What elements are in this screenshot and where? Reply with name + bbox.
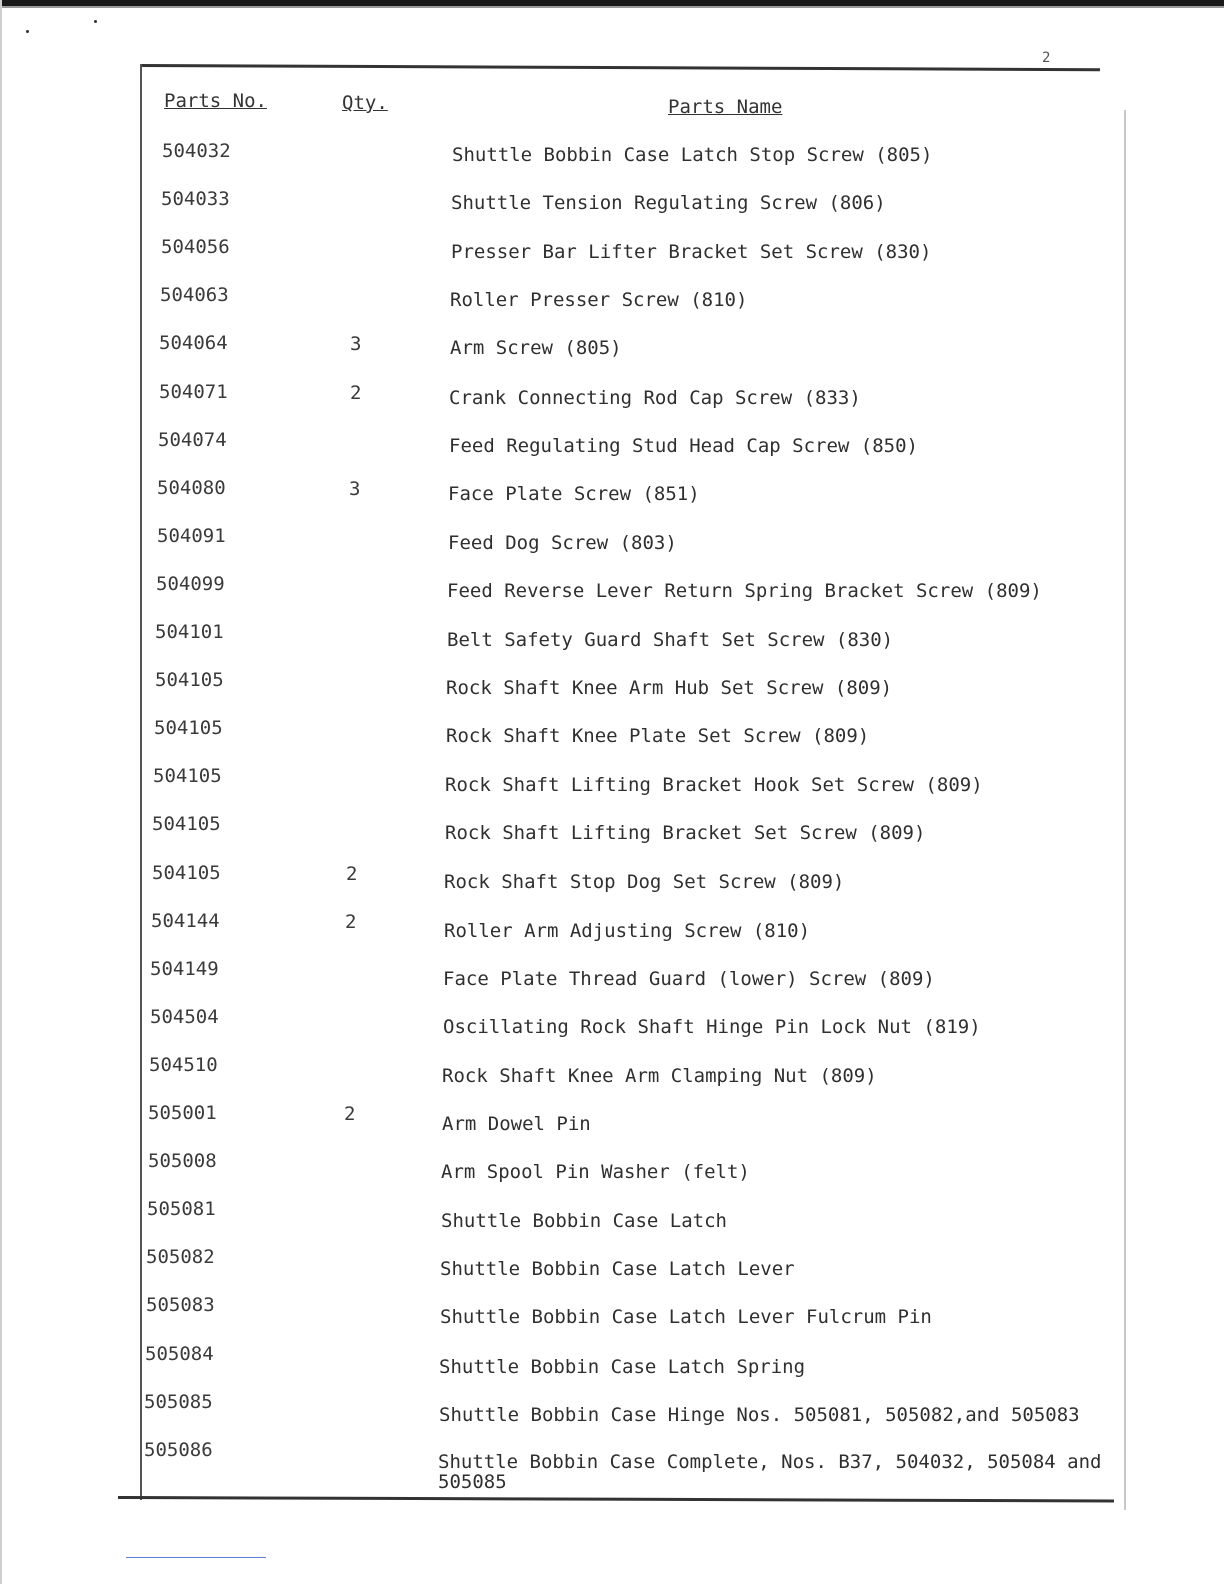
parts-no: 504149 [150, 958, 219, 980]
parts-no: 505083 [146, 1294, 215, 1316]
parts-name: Oscillating Rock Shaft Hinge Pin Lock Nut (819) [443, 1016, 981, 1038]
parts-name: Shuttle Bobbin Case Latch Lever [440, 1258, 795, 1280]
frame-bottom-border [118, 1496, 1114, 1502]
qty: 2 [346, 863, 358, 885]
qty: 2 [344, 1103, 356, 1125]
table-row [0, 862, 1224, 892]
parts-name: Feed Regulating Stud Head Cap Screw (850) [449, 435, 918, 457]
parts-name: Feed Dog Screw (803) [448, 532, 677, 554]
qty: 3 [350, 333, 362, 355]
table-row [0, 669, 1224, 699]
table-row [0, 1102, 1224, 1135]
header-parts-no: Parts No. [164, 90, 267, 112]
frame-top-border [140, 64, 1100, 71]
parts-name: Feed Reverse Lever Return Spring Bracket Screw (809) [447, 580, 1042, 602]
parts-no: 505082 [146, 1246, 215, 1268]
parts-name: Rock Shaft Lifting Bracket Set Screw (809) [445, 822, 926, 844]
parts-no: 504510 [149, 1054, 218, 1076]
table-row [0, 429, 1224, 459]
parts-no: 505008 [148, 1150, 217, 1172]
table-row [0, 1391, 1224, 1426]
scan-speck [94, 20, 97, 23]
parts-no: 504144 [151, 910, 220, 932]
parts-no: 504105 [155, 669, 224, 691]
parts-no: 504101 [155, 621, 224, 643]
parts-name: Shuttle Bobbin Case Latch Stop Screw (805) [452, 144, 933, 166]
parts-name: Shuttle Bobbin Case Hinge Nos. 505081, 505082,and 505083 [439, 1404, 1080, 1426]
parts-name: Arm Dowel Pin [442, 1113, 591, 1135]
parts-name: Shuttle Bobbin Case Latch [441, 1210, 727, 1232]
table-row [0, 717, 1224, 747]
parts-no: 504105 [154, 717, 223, 739]
parts-name: Presser Bar Lifter Bracket Set Screw (830) [451, 241, 932, 263]
table-row [0, 1006, 1224, 1036]
table-row [0, 140, 1224, 170]
table-row [0, 525, 1224, 555]
parts-no: 504074 [158, 429, 227, 451]
parts-no: 504056 [161, 236, 230, 258]
table-row [0, 1054, 1224, 1087]
parts-no: 504033 [161, 188, 230, 210]
parts-no: 504099 [156, 573, 225, 595]
parts-name: Crank Connecting Rod Cap Screw (833) [449, 387, 861, 409]
parts-no: 504063 [160, 284, 229, 306]
header-qty: Qty. [342, 92, 388, 114]
parts-no: 504105 [152, 813, 221, 835]
parts-name: Roller Presser Screw (810) [450, 289, 748, 311]
parts-name: Roller Arm Adjusting Screw (810) [444, 920, 811, 942]
parts-no: 505084 [145, 1343, 214, 1365]
parts-no: 504105 [153, 765, 222, 787]
table-row [0, 1343, 1224, 1378]
parts-no: 504091 [157, 525, 226, 547]
table-row [0, 910, 1224, 940]
qty: 3 [349, 478, 361, 500]
table-row [0, 188, 1224, 218]
parts-no: 504105 [152, 862, 221, 884]
table-row [0, 1150, 1224, 1183]
table-row [0, 332, 1224, 362]
table-row [0, 1294, 1224, 1328]
parts-name: Rock Shaft Lifting Bracket Hook Set Screw (809) [445, 774, 983, 796]
parts-no: 504032 [162, 140, 231, 162]
bottom-rule [126, 1557, 266, 1558]
scan-top-shade [0, 6, 1224, 8]
table-row [0, 621, 1224, 651]
parts-name: Rock Shaft Knee Arm Hub Set Screw (809) [446, 677, 893, 699]
table-row [0, 765, 1224, 795]
parts-no: 505081 [147, 1198, 216, 1220]
parts-no: 505086 [144, 1439, 213, 1461]
parts-no: 505001 [148, 1102, 217, 1124]
parts-no: 504504 [150, 1006, 219, 1028]
table-row [0, 477, 1224, 507]
qty: 2 [350, 382, 362, 404]
table-row [0, 958, 1224, 988]
table-row [0, 284, 1224, 314]
parts-name: Arm Screw (805) [450, 337, 622, 359]
page-number: 2 [1042, 50, 1051, 66]
header-parts-name: Parts Name [668, 96, 783, 118]
parts-no: 504071 [159, 381, 228, 403]
table-row [0, 1198, 1224, 1232]
qty: 2 [345, 911, 357, 933]
parts-no: 505085 [144, 1391, 213, 1413]
table-row [0, 1439, 1224, 1493]
table-row [0, 813, 1224, 843]
parts-name: Shuttle Tension Regulating Screw (806) [451, 192, 886, 214]
scan-speck [26, 30, 29, 33]
parts-name: Rock Shaft Knee Plate Set Screw (809) [446, 725, 870, 747]
parts-name: Shuttle Bobbin Case Latch Lever Fulcrum Pin [440, 1306, 932, 1328]
table-row [0, 381, 1224, 411]
parts-name: Belt Safety Guard Shaft Set Screw (830) [447, 629, 894, 651]
parts-name: Rock Shaft Stop Dog Set Screw (809) [444, 871, 845, 893]
parts-name: Shuttle Bobbin Case Latch Spring [439, 1356, 806, 1378]
parts-name: Rock Shaft Knee Arm Clamping Nut (809) [442, 1065, 877, 1087]
table-row [0, 573, 1224, 603]
parts-no: 504064 [159, 332, 228, 354]
parts-name: Face Plate Thread Guard (lower) Screw (809) [443, 968, 935, 990]
parts-no: 504080 [157, 477, 226, 499]
parts-name: Shuttle Bobbin Case Complete, Nos. B37, 504032, 505084 and 505085 [438, 1451, 1102, 1493]
parts-name: Arm Spool Pin Washer (felt) [441, 1161, 750, 1183]
table-row [0, 236, 1224, 266]
parts-name: Face Plate Screw (851) [448, 483, 700, 505]
table-row [0, 1246, 1224, 1280]
